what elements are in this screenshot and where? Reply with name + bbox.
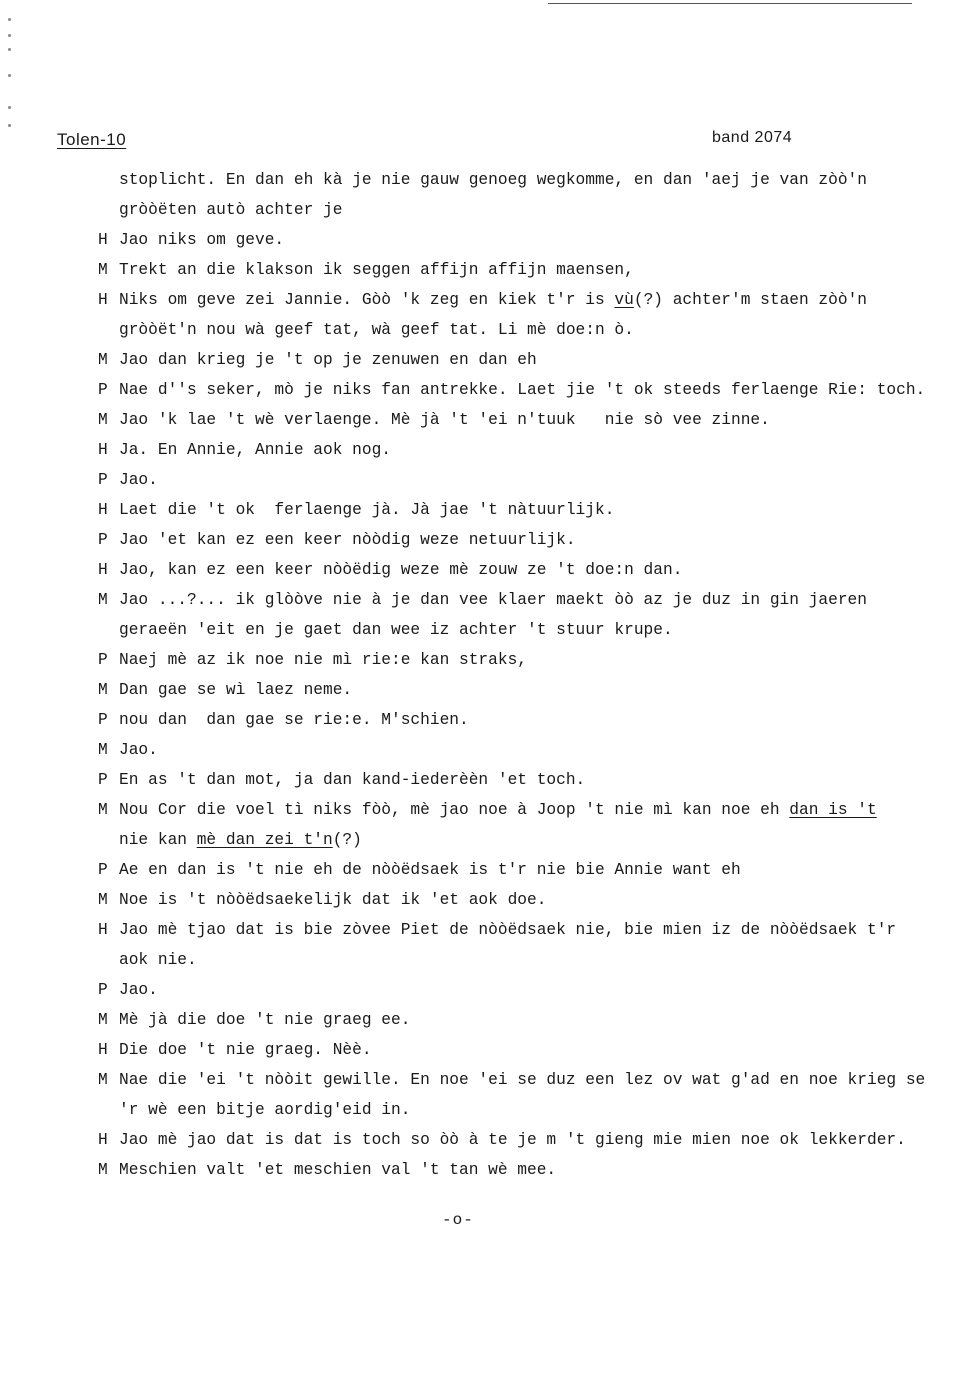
utterance-text: Trekt an die klakson ik seggen affijn affijn maensen,: [119, 261, 634, 279]
transcript-line: [98, 525, 964, 555]
speaker-label: M: [98, 891, 108, 909]
transcript-line: [98, 795, 964, 825]
transcript-line: [98, 165, 964, 195]
utterance-text: Jao 'et kan ez een keer nòòdig weze netuurlijk.: [119, 531, 576, 549]
transcript-line: [98, 465, 964, 495]
utterance-text: Noe is 't nòòëdsaekelijk dat ik 'et aok doe.: [119, 891, 547, 909]
speaker-label: M: [98, 1071, 108, 1089]
transcript-line: [98, 405, 964, 435]
utterance-text: Jao.: [119, 471, 158, 489]
speaker-label: P: [98, 471, 108, 489]
top-rule: [548, 3, 912, 4]
transcript-line: [98, 645, 964, 675]
utterance-text: 'r wè een bitje aordig'eid in.: [119, 1101, 411, 1119]
utterance-text: aok nie.: [119, 951, 197, 969]
transcript-line: [98, 555, 964, 585]
transcript-line: [98, 1155, 964, 1185]
utterance-text: Naej mè az ik noe nie mì rie:e kan straks,: [119, 651, 527, 669]
transcript-line: [98, 915, 964, 945]
utterance-text: Jao dan krieg je 't op je zenuwen en dan eh: [119, 351, 537, 369]
speaker-label: M: [98, 591, 108, 609]
transcript-line: [98, 615, 964, 645]
speaker-label: M: [98, 1161, 108, 1179]
speaker-label: H: [98, 561, 108, 579]
utterance-text: nou dan dan gae se rie:e. M'schien.: [119, 711, 469, 729]
utterance-text: Nae die 'ei 't nòòit gewille. En noe 'ei se duz een lez ov wat g'ad en noe krieg se: [119, 1071, 926, 1089]
speaker-label: H: [98, 501, 108, 519]
utterance-text: nie kan: [119, 831, 197, 849]
utterance-text: geraeën 'eit en je gaet dan wee iz achter 't stuur krupe.: [119, 621, 673, 639]
speaker-label: M: [98, 741, 108, 759]
speaker-label: P: [98, 531, 108, 549]
utterance-text: Jao.: [119, 741, 158, 759]
utterance-text: Jao 'k lae 't wè verlaenge. Mè jà 't 'ei n'tuuk nie sò vee zinne.: [119, 411, 770, 429]
utterance-text: Nae d''s seker, mò je niks fan antrekke. Laet jie 't ok steeds ferlaenge Rie: toch.: [119, 381, 926, 399]
speaker-label: M: [98, 681, 108, 699]
speaker-label: H: [98, 1131, 108, 1149]
transcript-line: [98, 765, 964, 795]
transcript-line: [98, 1005, 964, 1035]
speaker-label: P: [98, 651, 108, 669]
utterance-text: Ja. En Annie, Annie aok nog.: [119, 441, 391, 459]
transcript-line: [98, 945, 964, 975]
utterance-text: Ae en dan is 't nie eh de nòòëdsaek is t'r nie bie Annie want eh: [119, 861, 741, 879]
transcript-line: [98, 1035, 964, 1065]
utterance-text: Jao.: [119, 981, 158, 999]
utterance-text: Die doe 't nie graeg. Nèè.: [119, 1041, 372, 1059]
utterance-text: gròòëten autò achter je: [119, 201, 343, 219]
speaker-label: H: [98, 231, 108, 249]
speaker-label: M: [98, 801, 108, 819]
transcript-line: [98, 285, 964, 315]
utterance-text-tail: (?) achter'm staen zòò'n: [633, 291, 867, 309]
transcript-line: [98, 1125, 964, 1155]
utterance-text-tail: (?): [332, 831, 362, 849]
speaker-label: P: [98, 711, 108, 729]
transcript-line: [98, 495, 964, 525]
transcript-line: [98, 435, 964, 465]
transcript-line: [98, 855, 964, 885]
speaker-label: P: [98, 861, 108, 879]
transcript-line: [98, 375, 964, 405]
speaker-label: P: [98, 981, 108, 999]
end-mark: -o-: [442, 1211, 474, 1229]
speaker-label: M: [98, 411, 108, 429]
underlined-text: mè dan zei t'n: [196, 831, 333, 849]
utterance-text: En as 't dan mot, ja dan kand-iederèèn 'et toch.: [119, 771, 586, 789]
speaker-label: H: [98, 291, 108, 309]
tape-number: band 2074: [712, 129, 793, 146]
transcript-line: [98, 225, 964, 255]
underlined-text: dan is 't: [789, 801, 877, 819]
speaker-label: M: [98, 1011, 108, 1029]
transcript-line: [98, 885, 964, 915]
utterance-text: Dan gae se wì laez neme.: [119, 681, 353, 699]
speaker-label: P: [98, 381, 108, 399]
speaker-label: M: [98, 261, 108, 279]
transcript-line: [98, 255, 964, 285]
utterance-text: Nou Cor die voel tì niks fòò, mè jao noe à Joop 't nie mì kan noe eh: [119, 801, 790, 819]
transcript-line: [98, 315, 964, 345]
transcript-line: [98, 1095, 964, 1125]
speaker-label: H: [98, 441, 108, 459]
transcript-line: [98, 1065, 964, 1095]
utterance-text: Jao, kan ez een keer nòòëdig weze mè zouw ze 't doe:n dan.: [119, 561, 683, 579]
utterance-text: Laet die 't ok ferlaenge jà. Jà jae 't nàtuurlijk.: [119, 501, 615, 519]
speaker-label: H: [98, 1041, 108, 1059]
speaker-label: M: [98, 351, 108, 369]
speaker-label: H: [98, 921, 108, 939]
transcript-line: [98, 195, 964, 225]
transcript-line: [98, 585, 964, 615]
utterance-text: Jao niks om geve.: [119, 231, 285, 249]
transcript-line: [98, 345, 964, 375]
transcript-line: [98, 735, 964, 765]
utterance-text: Mè jà die doe 't nie graeg ee.: [119, 1011, 411, 1029]
utterance-text: Jao mè jao dat is dat is toch so òò à te je m 't gieng mie mien noe ok lekkerder.: [119, 1131, 906, 1149]
underlined-text: vù: [614, 291, 634, 309]
transcript-line: [98, 675, 964, 705]
utterance-text: Jao ...?... ik glòòve nie à je dan vee klaer maekt òò az je duz in gin jaeren: [119, 591, 867, 609]
utterance-text: Niks om geve zei Jannie. Gòò 'k zeg en kiek t'r is: [119, 291, 615, 309]
scan-marks: [4, 14, 16, 144]
transcript-line: [98, 705, 964, 735]
document-id: Tolen-10: [57, 130, 127, 149]
transcript-line: [98, 825, 964, 855]
transcript: [98, 165, 964, 1185]
utterance-text: gròòët'n nou wà geef tat, wà geef tat. Li mè doe:n ò.: [119, 321, 634, 339]
utterance-text: Meschien valt 'et meschien val 't tan wè mee.: [119, 1161, 557, 1179]
speaker-label: P: [98, 771, 108, 789]
utterance-text: stoplicht. En dan eh kà je nie gauw genoeg wegkomme, en dan 'aej je van zòò'n: [119, 171, 867, 189]
transcript-line: [98, 975, 964, 1005]
utterance-text: Jao mè tjao dat is bie zòvee Piet de nòòëdsaek nie, bie mien iz de nòòëdsaek t'r: [119, 921, 897, 939]
